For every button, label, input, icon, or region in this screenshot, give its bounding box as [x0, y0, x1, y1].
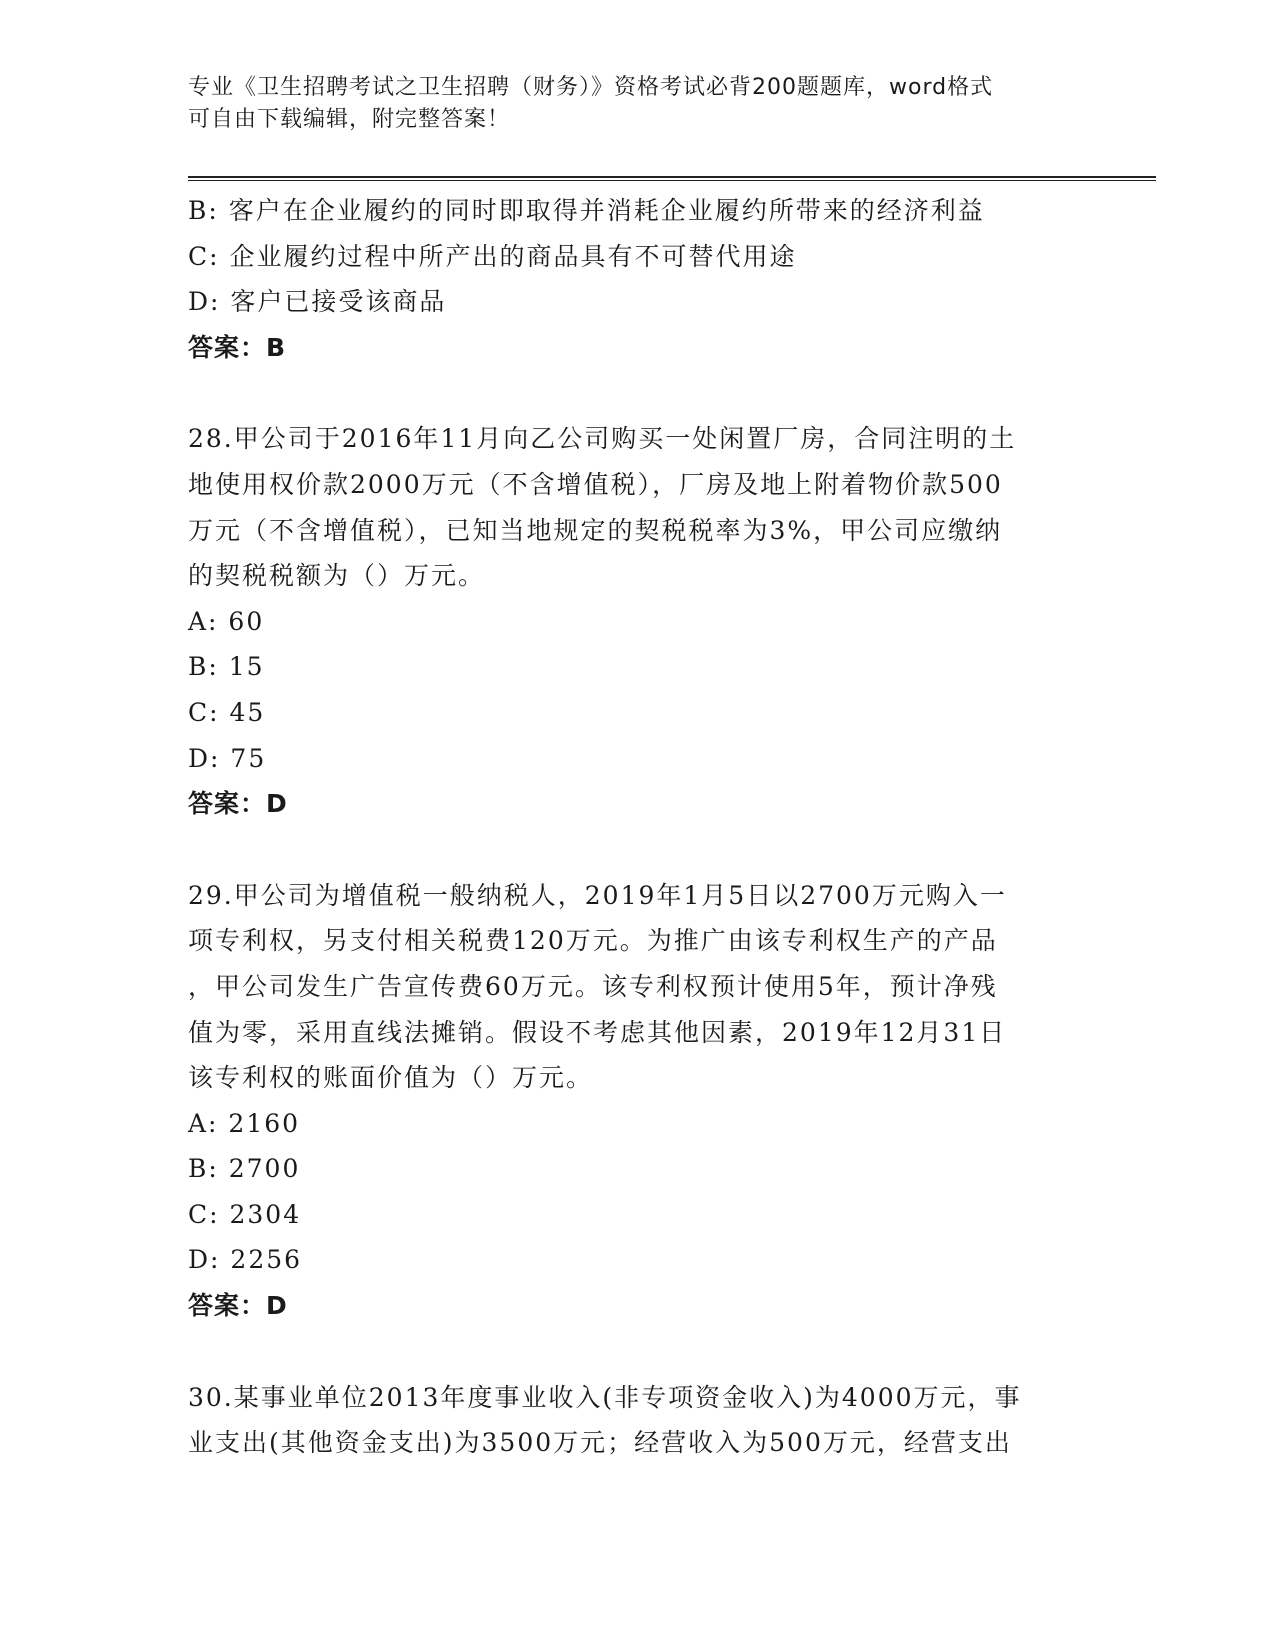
question-stem-line: ，甲公司发生广告宣传费60万元。该专利权预计使用5年，预计净残: [188, 971, 998, 1001]
question-stem-line: 29.甲公司为增值税一般纳税人，2019年1月5日以2700万元购入一: [188, 880, 1007, 910]
question-stem-line: 该专利权的账面价值为（）万元。: [188, 1063, 594, 1093]
option-d: D: 2256: [188, 1245, 303, 1275]
option-a: A: 2160: [188, 1108, 301, 1138]
question-stem-line: 28.甲公司于2016年11月向乙公司购买一处闲置厂房，合同注明的土: [188, 424, 1017, 454]
option-c: C: 2304: [188, 1199, 302, 1229]
header-title-line-2: 可自由下载编辑，附完整答案！: [188, 107, 511, 132]
question-stem-line: 的契税税额为（）万元。: [188, 561, 486, 591]
question-stem-line: 项专利权，另支付相关税费120万元。为推广由该专利权生产的产品: [188, 926, 998, 956]
question-content: [188, 188, 1088, 1466]
option-c: C: 45: [188, 697, 266, 727]
option-c: C: 企业履约过程中所产出的商品具有不可替代用途: [188, 241, 797, 271]
question-29: [188, 873, 1088, 1329]
answer-line: 答案：D: [188, 1291, 288, 1321]
question-27-tail: [188, 188, 1088, 370]
question-stem-line: 万元（不含增值税），已知当地规定的契税税率为3%，甲公司应缴纳: [188, 515, 1003, 545]
option-b: B: 客户在企业履约的同时即取得并消耗企业履约所带来的经济利益: [188, 196, 985, 225]
question-stem-line: 地使用权价款2000万元（不含增值税），厂房及地上附着物价款500: [188, 469, 1003, 499]
option-b: B: 2700: [188, 1154, 301, 1184]
spacer: [188, 370, 1088, 416]
question-30: [188, 1375, 1088, 1466]
spacer: [188, 827, 1088, 873]
question-stem-line: 30.某事业单位2013年度事业收入(非专项资金收入)为4000万元，事: [188, 1382, 1022, 1412]
document-header: [188, 72, 1088, 136]
option-b: B: 15: [188, 652, 265, 682]
option-a: A: 60: [188, 606, 265, 636]
header-divider: [188, 176, 1156, 181]
question-stem-line: 值为零，采用直线法摊销。假设不考虑其他因素，2019年12月31日: [188, 1017, 1007, 1047]
answer-line: 答案：B: [188, 332, 287, 362]
spacer: [188, 1329, 1088, 1375]
question-stem-line: 业支出(其他资金支出)为3500万元；经营收入为500万元，经营支出: [188, 1428, 1012, 1458]
option-d: D: 75: [188, 743, 267, 773]
header-title-line-1: 专业《卫生招聘考试之卫生招聘（财务）》资格考试必背200题题库，word格式: [188, 75, 994, 100]
answer-line: 答案：D: [188, 789, 288, 819]
question-28: [188, 416, 1088, 826]
option-d: D: 客户已接受该商品: [188, 287, 447, 317]
